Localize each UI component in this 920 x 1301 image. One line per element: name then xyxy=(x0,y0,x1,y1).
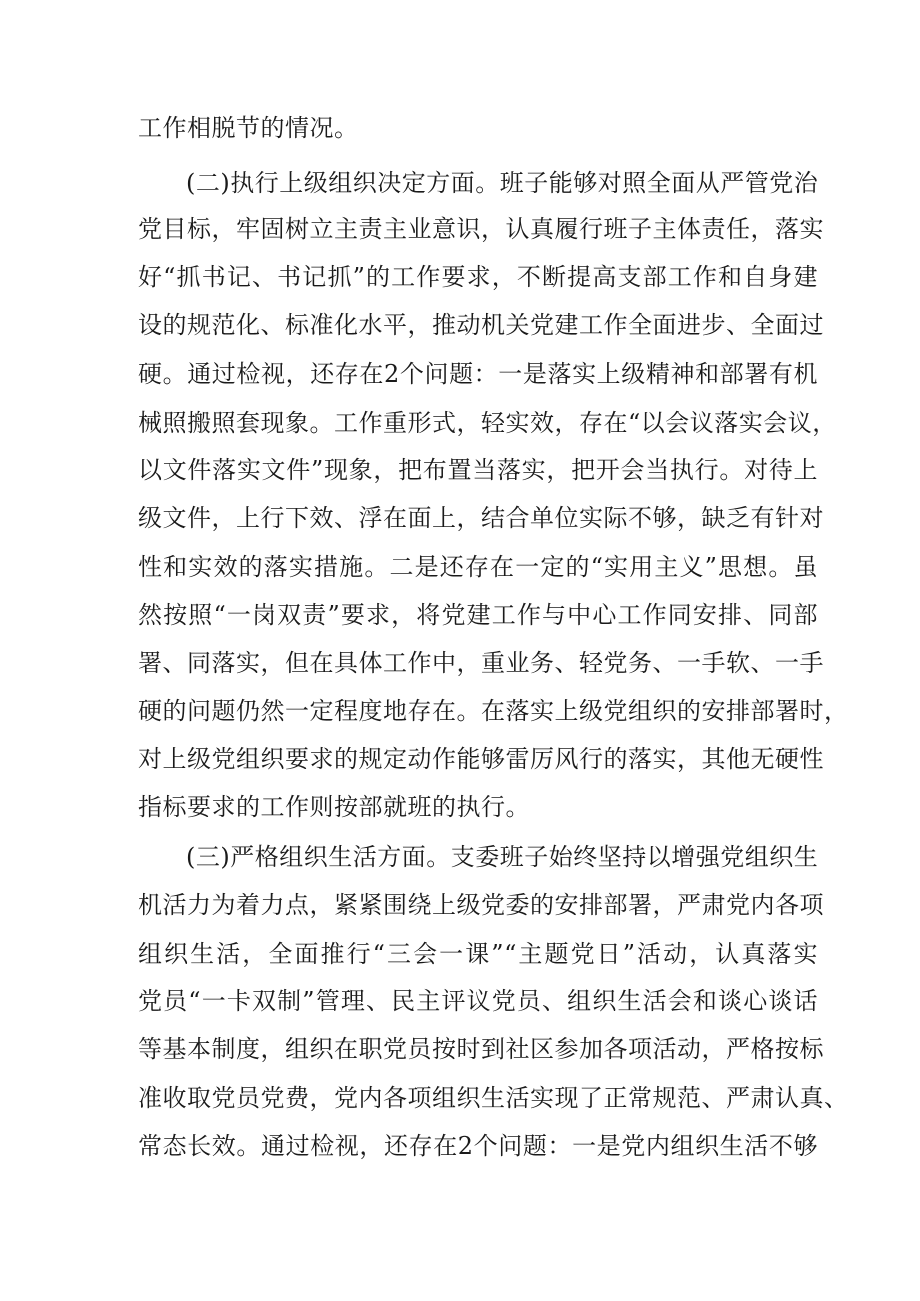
text-line: 机活力为着力点，紧紧围绕上级党委的安排部署，严肃党内各项 xyxy=(138,891,824,919)
section-heading-line: (三)严格组织生活方面。支委班子始终坚持以增强党组织生 xyxy=(186,843,819,871)
text-line: 指标要求的工作则按部就班的执行。 xyxy=(138,793,530,821)
text-line: 级文件，上行下效、浮在面上，结合单位实际不够，缺乏有针对 xyxy=(138,504,824,532)
text-line: 设的规范化、标准化水平，推动机关党建工作全面进步、全面过 xyxy=(138,311,824,339)
text-line: 对上级党组织要求的规定动作能够雷厉风行的落实，其他无硬性 xyxy=(138,745,824,773)
text-line: 常态长效。通过检视，还存在2个问题：一是党内组织生活不够 xyxy=(138,1132,818,1160)
text-line: 组织生活，全面推行“三会一课”“主题党日”活动，认真落实 xyxy=(138,940,818,968)
text-line: 以文件落实文件”现象，把布置当落实，把开会当执行。对待上 xyxy=(138,456,818,484)
text-line: 硬的问题仍然一定程度地存在。在落实上级党组织的安排部署时， xyxy=(138,697,849,725)
section-heading-line: (二)执行上级组织决定方面。班子能够对照全面从严管党治 xyxy=(186,169,819,197)
text-line: 党目标，牢固树立主责主业意识，认真履行班子主体责任，落实 xyxy=(138,215,824,243)
text-line: 性和实效的落实措施。二是还存在一定的“实用主义”思想。虽 xyxy=(138,553,818,581)
text-line: 准收取党员党费，党内各项组织生活实现了正常规范、严肃认真、 xyxy=(138,1084,849,1112)
text-line: 党员“一卡双制”管理、民主评议党员、组织生活会和谈心谈话 xyxy=(138,987,818,1015)
text-line: 然按照“一岗双责”要求，将党建工作与中心工作同安排、同部 xyxy=(138,601,818,629)
text-line: 械照搬照套现象。工作重形式，轻实效，存在“以会议落实会议， xyxy=(138,409,837,437)
text-line: 好“抓书记、书记抓”的工作要求，不断提高支部工作和自身建 xyxy=(138,263,818,291)
text-line: 等基本制度，组织在职党员按时到社区参加各项活动，严格按标 xyxy=(138,1035,824,1063)
text-line: 署、同落实，但在具体工作中，重业务、轻党务、一手软、一手 xyxy=(138,649,824,677)
text-line: 硬。通过检视，还存在2个问题：一是落实上级精神和部署有机 xyxy=(138,360,818,388)
text-line: 工作相脱节的情况。 xyxy=(138,114,359,142)
